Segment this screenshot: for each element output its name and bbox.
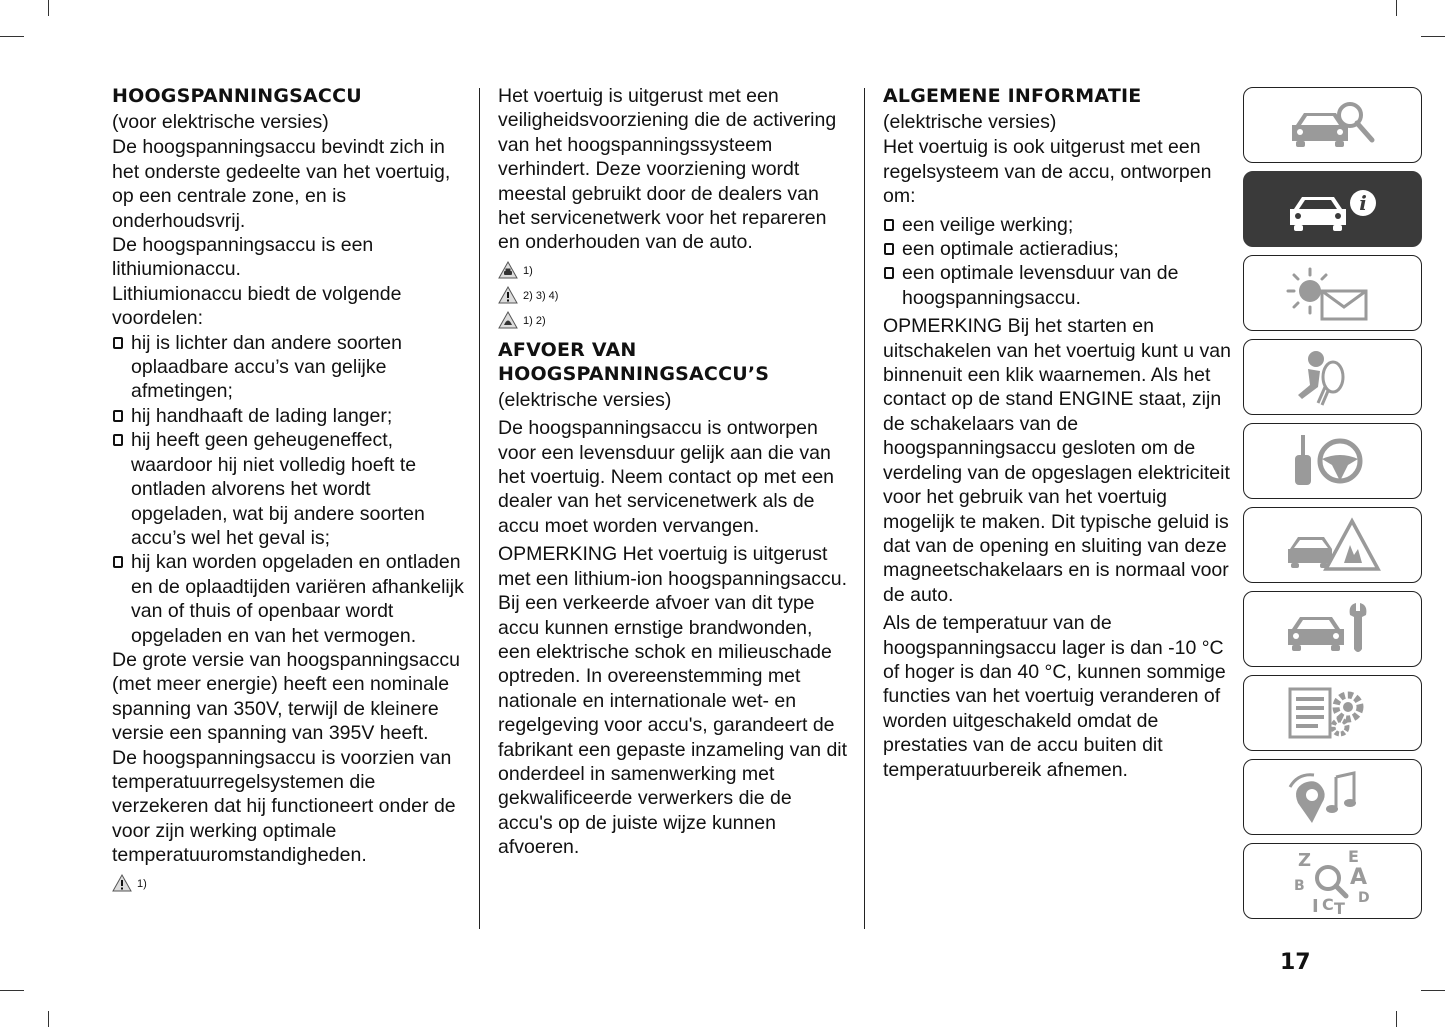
- person-airbag-icon: [1278, 347, 1388, 407]
- section-heading: HOOGSPANNINGSACCU: [112, 85, 362, 107]
- svg-text:D: D: [1357, 890, 1370, 906]
- paragraph: Als de temperatuur van de hoogspanningsaccu lager is dan -10 °C of hoger is dan 40 °C, kunnen sommige functies van het voertuig veranderen of worden uitgeschakeld omdat de prestaties van de accu buiten dit temperatuurbereik afnemen.: [883, 612, 1226, 781]
- column-2: [498, 84, 850, 860]
- environment-icon: [498, 310, 518, 330]
- tab-car-info[interactable]: [1243, 171, 1422, 247]
- column-1: [112, 84, 464, 893]
- tab-car-warning-triangle[interactable]: [1243, 507, 1422, 583]
- bullet-item: hij is lichter dan andere soorten oplaadbare accu’s van gelijke afmetingen;: [112, 331, 464, 404]
- paragraph: OPMERKING Het voertuig is uitgerust met een lithium-ion hoogspanningsaccu. Bij een verkeerde afvoer van dit type accu kunnen ernstige brandwonden, een elektrische schok en milieuschade optreden. In overeenstemming met nationale en internationale wet- en regelgeving voor accu's, garandeert de fabrikant een gepaste inzameling van dit onderdeel in samenwerking met gekwalificeerde verwerkers die de accu's op de juiste wijze kunnen afvoeren.: [498, 543, 848, 859]
- warning-refs: 2) 3) 4): [523, 289, 559, 302]
- tab-person-airbag[interactable]: [1243, 339, 1422, 415]
- paragraph: De hoogspanningsaccu is voorzien van temperatuurregelsystemen die verzekeren dat hij functioneert onder de voor zijn werking optimale temperatuuromstandigheden.: [112, 746, 456, 867]
- warning-refs: 1): [137, 877, 147, 890]
- list-gear-icon: [1278, 683, 1388, 743]
- paragraph: Het voertuig is ook uitgerust met een regelsysteem van de accu, ontworpen om:: [883, 136, 1212, 208]
- attention-refs: 1): [523, 264, 533, 277]
- paragraph: Het voertuig is uitgerust met een veiligheidsvoorziening die de activering van het hoogspanningssysteem verhindert. Deze voorziening wordt meestal gebruikt door de dealers van het servicenetwerk voor het repareren en onderhouden van de auto.: [498, 85, 837, 254]
- section-subtitle: (elektrische versies): [498, 388, 672, 411]
- crop-mark: [1396, 1011, 1397, 1027]
- warning-reference: [112, 868, 464, 893]
- environment-reference: [498, 305, 850, 330]
- crop-mark: [0, 990, 24, 991]
- warning-reference: [498, 280, 850, 305]
- paragraph: De grote versie van hoogspanningsaccu (met meer energie) heeft een nominale spanning van 350V, terwijl de kleinere versie een spanning van 395V heeft.: [112, 648, 460, 745]
- svg-text:i: i: [1358, 191, 1367, 215]
- column-divider: [864, 88, 865, 929]
- svg-text:T: T: [1333, 899, 1345, 916]
- svg-text:E: E: [1347, 847, 1359, 866]
- warning-triangle-icon: [112, 873, 132, 893]
- crop-mark: [1396, 0, 1397, 16]
- crop-mark: [1421, 36, 1445, 37]
- page-number: 17: [1280, 950, 1311, 975]
- car-warning-triangle-icon: [1278, 515, 1388, 575]
- tab-location-music[interactable]: [1243, 759, 1422, 835]
- section-heading: ALGEMENE INFORMATIE: [883, 85, 1142, 107]
- paragraph: De hoogspanningsaccu is een lithiumionaccu.: [112, 234, 374, 281]
- key-steering-wheel-icon: [1278, 431, 1388, 491]
- alphabet-index-icon: [1278, 846, 1388, 916]
- tab-alphabet-index[interactable]: [1243, 843, 1422, 919]
- column-divider: [479, 88, 480, 929]
- car-wrench-icon: [1278, 599, 1388, 659]
- column-3: [883, 84, 1235, 782]
- warning-triangle-icon: [498, 285, 518, 305]
- paragraph: OPMERKING Bij het starten en uitschakelen van het voertuig kunt u van binnenuit een klik waarnemen. Als het contact op de stand ENGINE staat, zijn de schakelaars van de hoogspanningsaccu gesloten om de verdeling van de opgeslagen elektriciteit voor het gebruik van het voertuig mogelijk te maken. Dit typische geluid is dat van de opening en sluiting van deze magneetschakelaars en is normaal voor de auto.: [883, 315, 1231, 606]
- bullet-item: hij heeft geen geheugeneffect, waardoor hij niet volledig hoeft te ontladen alvorens het wordt opgeladen, wat bij andere soorten accu’s wel het geval is;: [112, 428, 464, 550]
- paragraph: De hoogspanningsaccu bevindt zich in het onderste gedeelte van het voertuig, op een centrale zone, en is onderhoudsvrij.: [112, 136, 451, 232]
- svg-text:B: B: [1293, 878, 1305, 894]
- crop-mark: [48, 0, 49, 16]
- crop-mark: [0, 36, 24, 37]
- bullet-item: hij handhaaft de lading langer;: [112, 404, 464, 428]
- paragraph: Lithiumionaccu biedt de volgende voordelen:: [112, 282, 402, 330]
- car-info-icon: [1278, 179, 1388, 239]
- tab-key-steering-wheel[interactable]: [1243, 423, 1422, 499]
- bullet-item: een optimale levensduur van de hoogspanningsaccu.: [883, 261, 1235, 310]
- light-envelope-icon: [1278, 263, 1388, 323]
- environment-refs: 1) 2): [523, 314, 546, 327]
- paragraph: De hoogspanningsaccu is ontworpen voor een levensduur gelijk aan die van het voertuig. Neem contact op met een dealer van het servicenetwerk als de accu moet worden vervangen.: [498, 417, 835, 537]
- location-music-icon: [1278, 767, 1388, 827]
- car-attention-icon: [498, 260, 518, 280]
- svg-text:I: I: [1311, 896, 1319, 916]
- svg-text:A: A: [1349, 865, 1367, 890]
- crop-mark: [1421, 990, 1445, 991]
- attention-reference: [498, 255, 850, 280]
- crop-mark: [48, 1011, 49, 1027]
- section-heading: AFVOER VAN HOOGSPANNINGSACCU’S: [498, 338, 770, 385]
- section-subtitle: (elektrische versies): [883, 111, 1057, 133]
- svg-text:Z: Z: [1297, 850, 1311, 871]
- bullet-item: een optimale actieradius;: [883, 237, 1235, 261]
- section-subtitle: (voor elektrische versies): [112, 111, 329, 133]
- tab-light-envelope[interactable]: [1243, 255, 1422, 331]
- svg-text:C: C: [1321, 895, 1334, 914]
- bullet-item: hij kan worden opgeladen en ontladen en de oplaadtijden variëren afhankelijk van of thuis of openbaar wordt opgeladen en van het vermogen.: [112, 550, 464, 648]
- tab-list-gear[interactable]: [1243, 675, 1422, 751]
- car-magnifier-icon: [1278, 95, 1388, 155]
- tab-car-wrench[interactable]: [1243, 591, 1422, 667]
- bullet-item: een veilige werking;: [883, 213, 1235, 237]
- tab-car-magnifier[interactable]: [1243, 87, 1422, 163]
